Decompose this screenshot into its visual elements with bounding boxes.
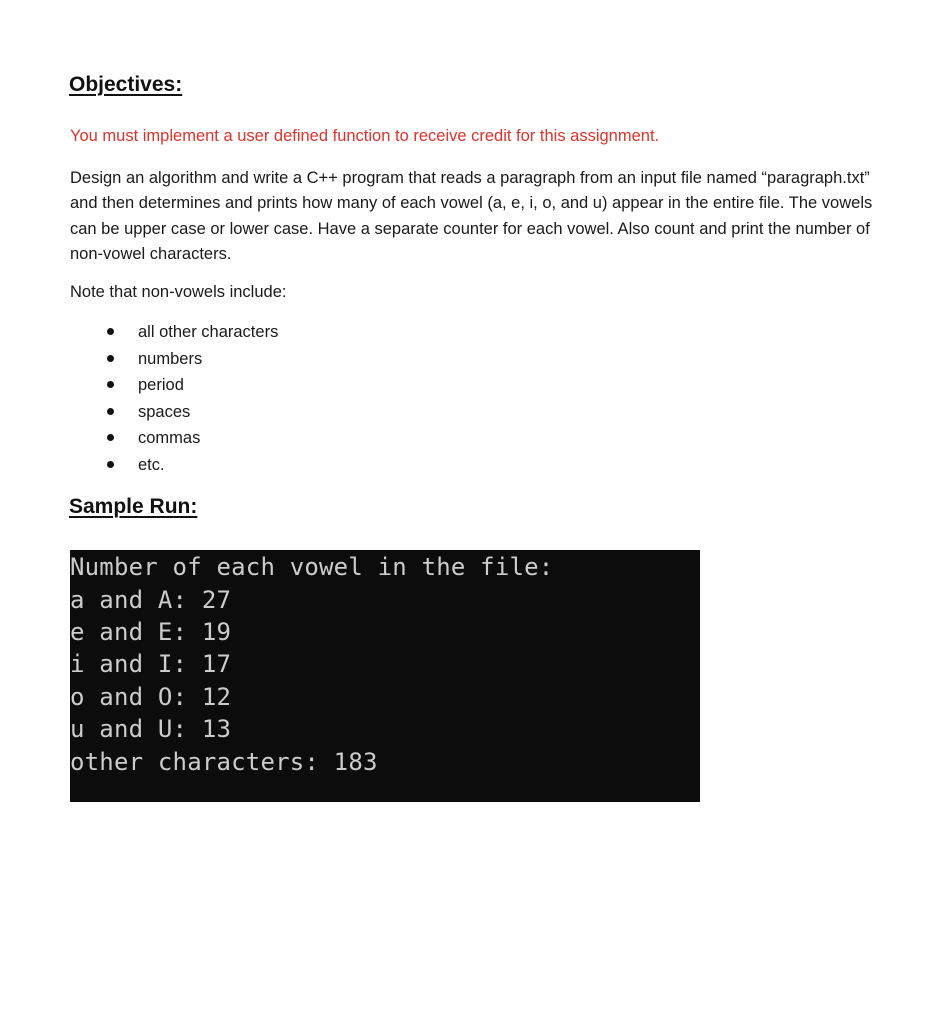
bullet-icon xyxy=(107,461,114,468)
bullet-icon xyxy=(107,381,114,388)
sample-run-heading: Sample Run: xyxy=(69,495,198,518)
bullet-icon xyxy=(107,434,114,441)
list-item-text: period xyxy=(138,376,184,394)
console-line: o and O: 12 xyxy=(70,683,232,711)
console-output xyxy=(70,550,700,802)
objectives-heading: Objectives: xyxy=(69,73,183,96)
bullet-icon xyxy=(107,355,114,362)
list-item-text: etc. xyxy=(138,455,165,474)
non-vowels-intro: Note that non-vowels include: xyxy=(70,283,287,301)
bullet-icon xyxy=(107,328,114,335)
bullet-icon xyxy=(107,408,114,415)
console-line: Number of each vowel in the file: xyxy=(70,553,554,581)
console-line: a and A: 27 xyxy=(70,586,232,614)
assignment-description: Design an algorithm and write a C++ program that reads a paragraph from an input file named “paragraph.txt” and then determines and prints how many of each vowel (a, e, i, o, and u) appear in the entire file. The vowels can be upper case or lower case. Have a separate counter for each vowel. Also count and print the number of non-vowel characters. xyxy=(70,169,873,263)
console-line: e and E: 19 xyxy=(70,618,232,646)
console-line: other characters: 183 xyxy=(70,748,378,776)
list-item-text: commas xyxy=(138,429,201,447)
console-line: u and U: 13 xyxy=(70,715,232,743)
credit-requirement-note: You must implement a user defined function to receive credit for this assignment. xyxy=(70,127,660,145)
list-item-text: spaces xyxy=(138,402,191,421)
list-item-text: all other characters xyxy=(138,323,279,341)
list-item-text: numbers xyxy=(138,349,203,368)
console-line: i and I: 17 xyxy=(70,650,232,678)
